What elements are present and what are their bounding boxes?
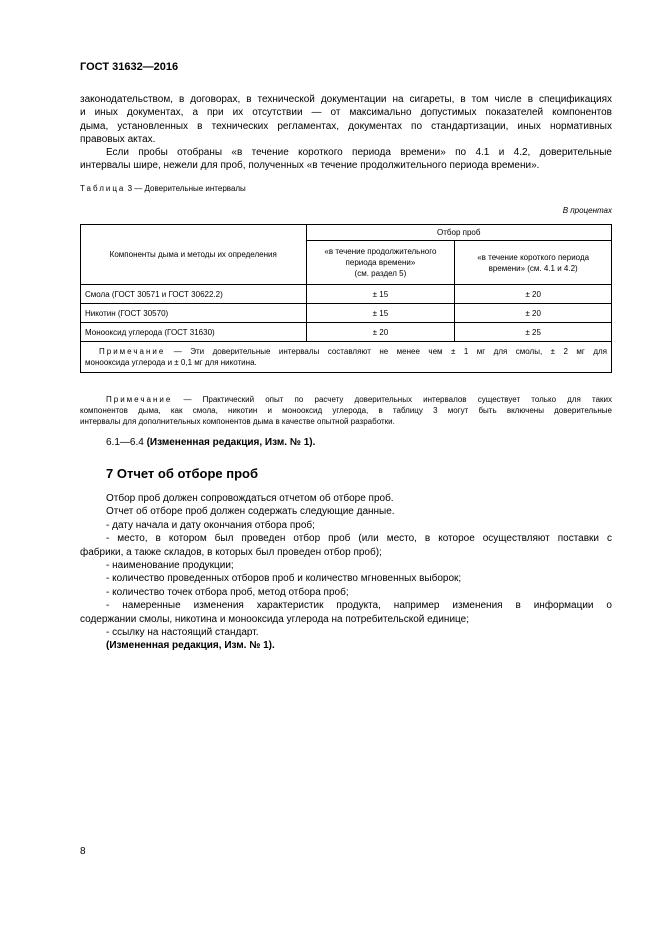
note-line: интервалы для дополнительных компонентов дыма в качестве опытной разработки. (80, 417, 395, 426)
table-cell-short: ± 25 (455, 323, 612, 342)
amendment-6 (80, 436, 612, 449)
text-line: Если пробы отобраны «в течение короткого периода времени» по 4.1 и 4.2, доверительные (106, 147, 612, 158)
table-cell-long: ± 20 (306, 323, 455, 342)
header-line: времени» (см. 4.1 и 4.2) (488, 263, 578, 273)
list-item: - дату начала и дату окончания отбора проб; (106, 519, 315, 531)
table-header-short-period (455, 241, 612, 285)
table-caption-text: 3 — Доверительные интервалы (127, 184, 246, 193)
list-item: - количество проведенных отборов проб и количество мгновенных выборок; (106, 573, 462, 585)
table-header-components: Компоненты дыма и методы их определения (81, 225, 307, 285)
table-row (81, 323, 612, 342)
confidence-intervals-table (80, 224, 612, 373)
page-number: 8 (80, 846, 86, 857)
amendment-ref: 6.1—6.4 (106, 437, 144, 448)
table-caption-word: Таблица (80, 184, 126, 193)
table-row (81, 304, 612, 323)
note-word: Примечание (99, 347, 166, 356)
list-item: - место, в котором был проведен отбор проб (или место, в которое осуществляют поставки с (106, 533, 612, 545)
note-text: — Эти доверительные интервалы составляют не менее чем ± 1 мг для смолы, ± 2 мг для (173, 347, 607, 356)
table-units: В процентах (562, 206, 612, 215)
table-header-sampling: Отбор проб (306, 225, 611, 241)
table-header-long-period (306, 241, 455, 285)
text-line: Отбор проб должен сопровождаться отчетом об отборе проб. (106, 493, 394, 504)
table-cell-short: ± 20 (455, 304, 612, 323)
header-line: периода времени» (345, 258, 416, 267)
section-7-title: 7 Отчет об отборе проб (106, 466, 258, 481)
table-cell-short: ± 20 (455, 285, 612, 304)
table-note (81, 342, 612, 373)
text-line: Отчет об отборе проб должен содержать следующие данные. (106, 506, 395, 518)
note-text: — Практический опыт по расчету доверительных интервалов существует только для таких (183, 395, 612, 404)
table-cell-name: Смола (ГОСТ 30571 и ГОСТ 30622.2) (81, 285, 307, 304)
table-row (81, 285, 612, 304)
table-cell-long: ± 15 (306, 304, 455, 323)
header-line: «в течение продолжительного (324, 247, 437, 256)
note-line (85, 346, 607, 357)
table-cell-long: ± 15 (306, 285, 455, 304)
note-line: монооксида углерода и ± 0,1 мг для никотина. (85, 358, 257, 367)
list-item-continuation: фабрики, а также складов, в которых был проведен отбор проб); (80, 546, 382, 558)
amendment-text: (Измененная редакция, Изм. № 1). (146, 437, 316, 448)
list-item: - ссылку на настоящий стандарт. (106, 627, 259, 639)
list-item: - наименование продукции; (106, 560, 234, 572)
header-line: (см. раздел 5) (354, 269, 407, 278)
text-line: правовых актах. (80, 134, 156, 146)
table-caption (80, 184, 246, 193)
text-line: интервалы шире, нежели для проб, полученных «в течение продолжительного периода времени». (80, 160, 540, 172)
document-header: ГОСТ 31632—2016 (80, 61, 179, 73)
header-line: «в течение короткого периода (477, 252, 590, 262)
table-cell-name: Монооксид углерода (ГОСТ 31630) (81, 323, 307, 342)
interval-paragraph (80, 146, 612, 173)
practical-note (80, 394, 612, 427)
text-line: законодательством, в договорах, в технической документации на сигареты, в том числе в спецификациях (80, 94, 612, 105)
amendment-text: (Измененная редакция, Изм. № 1). (106, 640, 275, 652)
list-item: - намеренные изменения характеристик продукта, например изменения в информации о (106, 600, 612, 612)
section-7-body (80, 492, 612, 653)
note-line (80, 394, 612, 405)
list-item-continuation: содержании смолы, никотина и монооксида углерода на потребительской единице; (80, 613, 469, 625)
table-cell-name: Никотин (ГОСТ 30570) (81, 304, 307, 323)
list-item: - количество точек отбора проб, метод отбора проб; (106, 586, 349, 598)
note-word: Примечание (106, 395, 173, 404)
text-line: дыма, установленных в технических регламентах, документах по стандартизации, иных нормативных (80, 120, 612, 132)
intro-paragraph (80, 93, 612, 147)
text-line: и иных документах, а при их отсутствии — от максимально допустимых показателей компонентов (80, 107, 612, 119)
note-line: компонентов дыма, как смола, никотин и монооксид углерода, в таблицу 3 могут быть включены доверительные (80, 406, 612, 415)
